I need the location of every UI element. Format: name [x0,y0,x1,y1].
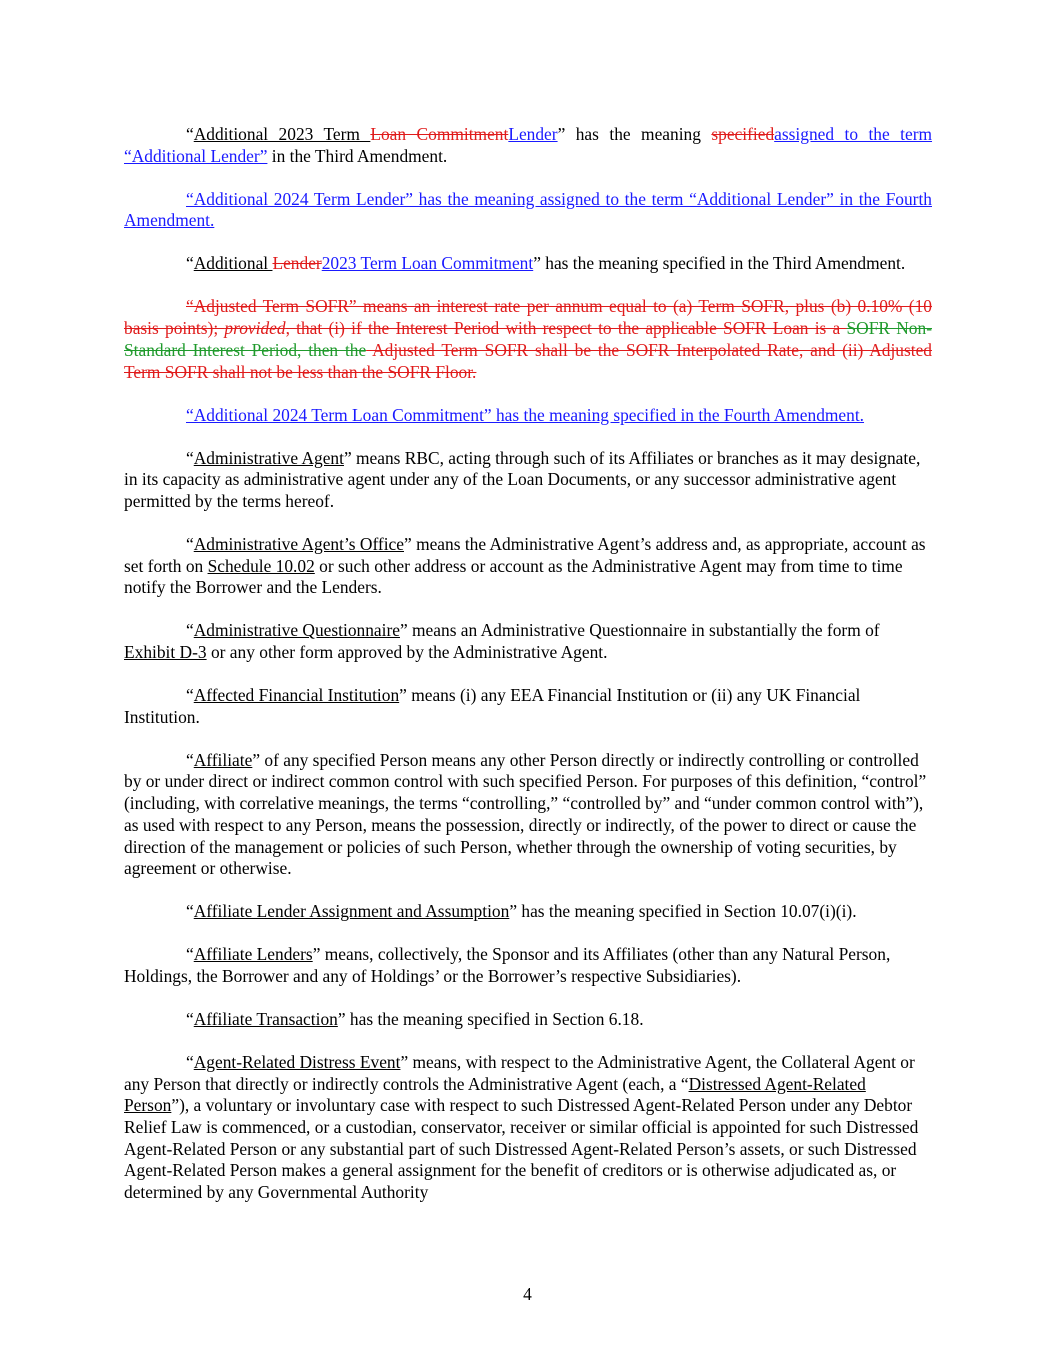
definition-text: ” means (i) any EEA Financial Institution or (ii) any UK Financial Institution. [124,685,861,727]
quote-mark: “ [186,533,194,554]
definition-text: ” has the meaning specified in Section 6.18. [337,1008,644,1029]
defined-term: Affiliate Transaction [193,1008,338,1029]
definition-additional-2023-term-lender [124,124,932,167]
definition-affiliate-lenders [124,944,932,987]
defined-term: Agent-Related Distress Event [193,1051,401,1072]
deleted-text: “Adjusted Term SOFR” means an interest rate per annum equal to (a) Term SOFR, plus (b) 0.10% (10 basis points); [124,296,932,339]
definition-additional-2023-term-loan-commitment [124,253,932,275]
page-number: 4 [523,1284,532,1304]
definition-agent-related-distress-event [124,1052,932,1204]
quote-mark: “ [186,1051,194,1072]
definition-text: ” means an Administrative Questionnaire in substantially the form of [399,620,880,641]
definition-administrative-questionnaire [124,620,932,663]
defined-term: Additional [193,253,273,274]
quote-mark: “ [186,620,194,641]
definition-additional-2024-term-lender [124,189,932,232]
inserted-text: Lender [508,124,558,144]
definition-text: ” has the meaning specified in Section 10.07(i)(i). [509,901,857,922]
definition-text: ” has the meaning specified in the Third Amendment. [533,253,906,274]
definition-text: ”), a voluntary or involuntary case with respect to such Distressed Agent-Related Person under any Debtor Relief Law is commenced, or a custodian, conservator, receiver or similar official is appointed for such Distressed Agent-Related Person or any substantial part of such Distressed Agent-Related Person’s assets, or such Distressed Agent-Related Person makes a general assignment for the benefit of creditors or is otherwise adjudicated as, or determined by any Governmental Authority [124,1095,919,1203]
defined-term: Administrative Questionnaire [193,620,400,641]
quote-mark: “ [186,124,194,144]
defined-term: Administrative Agent’s Office [193,533,404,554]
definition-text: ” means, collectively, the Sponsor and its Affiliates (other than any Natural Person, Holdings, the Borrower and any of Holdings’ or the Borrower’s respective Subsidiaries). [124,944,891,986]
definition-affiliate [124,750,932,880]
deleted-text: Loan Commitment [370,124,509,144]
quote-mark: “ [186,749,194,770]
cross-reference: Schedule 10.02 [207,555,315,576]
deleted-moved-text: SOFR Non-Standard Interest Period, then the [124,318,932,360]
deleted-text: Adjusted Term SOFR shall be the SOFR Interpolated Rate, and (ii) Adjusted Term SOFR shall not be less than the SOFR Floor. [124,339,932,382]
definition-administrative-agents-office [124,534,932,599]
quote-mark: “ [186,944,194,965]
defined-term: Affected Financial Institution [193,685,400,706]
inserted-text: 2023 Term Loan Commitment [321,253,534,274]
defined-term: Affiliate Lenders [193,944,313,965]
definition-text: ” means the Administrative Agent’s address and, as appropriate, account as set forth on [124,533,926,576]
inserted-text: “Additional 2024 Term Loan Commitment” has the meaning specified in the Fourth Amendment. [186,404,865,425]
definition-text: in the Third Amendment. [267,145,448,166]
defined-term: Distressed Agent-Related Person [124,1073,866,1116]
document-page [124,124,932,1225]
definition-text: ” means, with respect to the Administrative Agent, the Collateral Agent or any Person that directly or indirectly controls the Administrative Agent (each, a “ [124,1051,915,1094]
deleted-text: Lender [272,253,322,274]
definition-text: ” has the meaning [557,124,712,144]
quote-mark: “ [186,447,194,468]
definition-adjusted-term-sofr-deleted [124,296,932,383]
defined-term: Additional 2023 Term [193,124,371,144]
deleted-text: , that (i) if the Interest Period with respect to the applicable SOFR Loan is a [285,318,847,339]
quote-mark: “ [186,253,194,274]
defined-term: Administrative Agent [193,447,344,468]
defined-term: Affiliate [193,749,253,770]
definition-text: or any other form approved by the Administrative Agent. [206,642,608,663]
quote-mark: “ [186,685,194,706]
inserted-text: assigned to the term “Additional Lender” [124,124,933,166]
deleted-text: provided [224,318,286,339]
quote-mark: “ [186,1008,194,1029]
definition-administrative-agent [124,448,932,513]
defined-term: Affiliate Lender Assignment and Assumption [193,901,510,922]
definition-additional-2024-term-loan-commitment [124,405,932,427]
definition-text: ” means RBC, acting through such of its Affiliates or branches as it may designate, in its capacity as administrative agent under any of the Loan Documents, or any successor administrative agent permitted by the terms hereof. [124,447,921,511]
definition-affiliate-lender-assignment [124,901,932,923]
definition-affiliate-transaction [124,1009,932,1031]
deleted-text: specified [711,124,775,144]
cross-reference: Exhibit D-3 [124,642,207,663]
definition-text: ” of any specified Person means any other Person directly or indirectly controlling or controlled by or under direct or indirect common control with such specified Person. For purposes of this definition, “control” (including, with correlative meanings, the terms “controlling,” “controlled by” and “under common control with”), as used with respect to any Person, means the possession, directly or indirectly, of the power to direct or cause the direction of the management or policies of such Person, whether through the ownership of voting securities, by agreement or otherwise. [124,749,927,879]
definition-text: or such other address or account as the Administrative Agent may from time to time notify the Borrower and the Lenders. [124,555,903,598]
definition-affected-financial-institution [124,685,932,728]
quote-mark: “ [186,901,194,922]
inserted-text: “Additional 2024 Term Lender” has the meaning assigned to the term “Additional Lender” in the Fourth Amendment. [124,188,932,231]
